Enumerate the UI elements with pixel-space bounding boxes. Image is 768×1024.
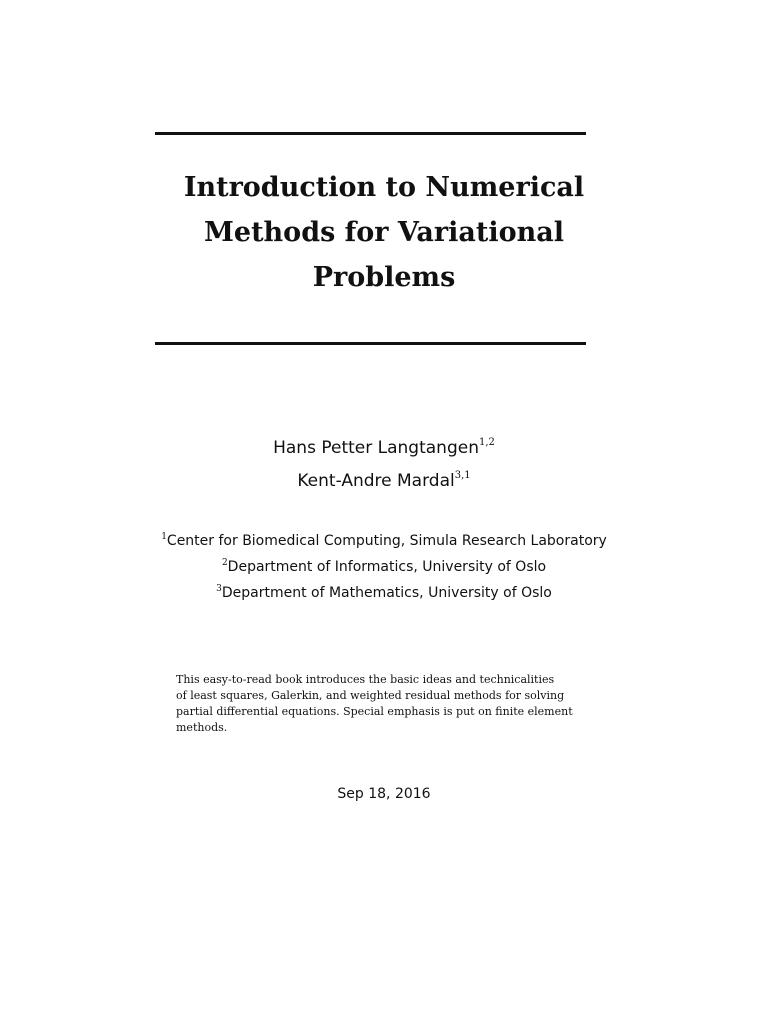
author-affiliation-marks: 1,2 (478, 437, 495, 448)
author-name: Kent-Andre Mardal (297, 471, 455, 491)
abstract (176, 672, 576, 736)
abstract-line: This easy-to-read book introduces the basic ideas and technicalities (176, 673, 555, 686)
title-line: Introduction to Numerical (183, 172, 585, 203)
title-line: Methods for Variational (204, 217, 564, 248)
affiliation-text: Department of Informatics, University of Oslo (227, 559, 547, 575)
author-name: Hans Petter Langtangen (273, 438, 479, 458)
abstract-line: partial differential equations. Special emphasis is put on finite element (176, 705, 573, 718)
affiliation-entry (80, 528, 688, 554)
affiliation-mark: 2 (221, 558, 228, 568)
publication-date: Sep 18, 2016 (337, 786, 431, 802)
affiliation-text: Department of Mathematics, University of Oslo (221, 585, 552, 601)
title-top-rule (155, 132, 586, 135)
affiliation-entry (80, 580, 688, 606)
author-list (100, 432, 668, 498)
author-entry (100, 432, 668, 465)
affiliation-mark: 3 (216, 584, 222, 594)
title-line: Problems (312, 262, 456, 293)
affiliation-mark: 1 (161, 532, 167, 542)
affiliation-entry (80, 554, 688, 580)
abstract-line: methods. (176, 721, 228, 734)
abstract-line: of least squares, Galerkin, and weighted residual methods for solving (176, 689, 565, 702)
author-affiliation-marks: 3,1 (454, 470, 471, 481)
title-bottom-rule (155, 342, 586, 345)
author-entry (100, 465, 668, 498)
book-title (100, 165, 668, 300)
affiliation-text: Center for Biomedical Computing, Simula Research Laboratory (166, 533, 607, 549)
affiliation-list (80, 528, 688, 606)
